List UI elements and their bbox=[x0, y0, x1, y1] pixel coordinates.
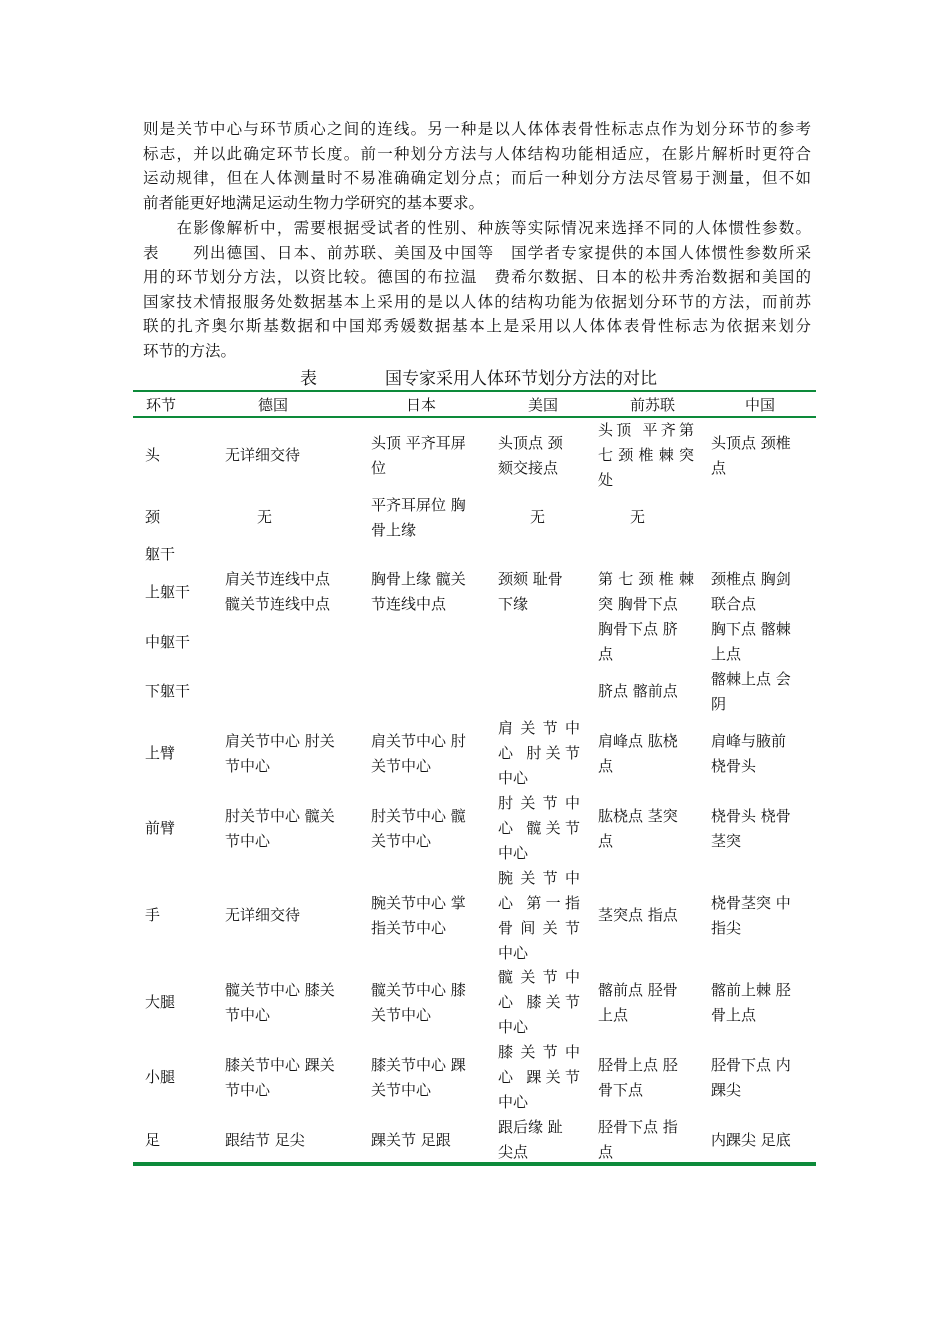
row-label bbox=[145, 816, 175, 841]
table-caption-title: 国专家采用人体环节划分方法的对比 bbox=[385, 369, 657, 389]
text-line: 髋关节连线中点 bbox=[225, 595, 331, 613]
text-line: 节中心 bbox=[225, 1081, 271, 1099]
row-label bbox=[145, 542, 175, 567]
cell-ussr bbox=[630, 505, 645, 530]
text-line: 髋关节中心 膝 bbox=[371, 981, 466, 999]
text-line: 茎突点 指点 bbox=[598, 906, 678, 924]
text-line: 骨下点 bbox=[598, 1081, 644, 1099]
cell-japan bbox=[371, 567, 466, 617]
cell-china bbox=[711, 1128, 791, 1153]
row-label bbox=[145, 1128, 160, 1153]
text-line: 胫骨上点 胫 bbox=[598, 1056, 678, 1074]
text-line: 髂前点 胫骨 bbox=[598, 981, 678, 999]
cell-japan bbox=[371, 431, 466, 481]
text-line: 小腿 bbox=[145, 1068, 176, 1086]
text-line: 节连线中点 bbox=[371, 595, 447, 613]
cell-china bbox=[711, 729, 786, 779]
text-line: 髋关节中 bbox=[498, 968, 580, 986]
header-china: 中国 bbox=[745, 396, 776, 414]
text-line: 膝关节中心 踝 bbox=[371, 1056, 466, 1074]
text-line: 心 踝关节 bbox=[498, 1068, 580, 1086]
text-line: 七颈椎棘突 bbox=[598, 446, 694, 464]
text-line: 前臂 bbox=[145, 819, 176, 837]
cell-china bbox=[711, 567, 791, 617]
text-line: 前者能更好地满足运动生物力学研究的基本要求。 bbox=[143, 193, 485, 212]
cell-usa bbox=[498, 965, 580, 1040]
text-line: 胸骨下点 脐 bbox=[598, 620, 678, 638]
text-line: 表 列出德国、日本、前苏联、美国及中国等 国学者专家提供的本国人体惯性参数所采 bbox=[143, 243, 811, 262]
cell-japan bbox=[371, 1053, 466, 1103]
text-line: 无 bbox=[630, 508, 646, 526]
row-label bbox=[145, 990, 175, 1015]
text-line: 第七颈椎棘 bbox=[598, 570, 694, 588]
text-line: 在影像解析中，需要根据受试者的性别、种族等实际情况来选择不同的人体惯性参数。 bbox=[143, 219, 811, 237]
text-line: 骨间关节 bbox=[498, 919, 580, 937]
cell-germany bbox=[225, 729, 335, 779]
text-line: 中心 bbox=[498, 844, 529, 862]
text-line: 膝关节中 bbox=[498, 1043, 580, 1061]
text-line: 肩关节中心 肘 bbox=[371, 732, 466, 750]
paragraph-2 bbox=[143, 216, 811, 364]
text-line: 心 肘关节 bbox=[498, 744, 580, 762]
text-line: 躯干 bbox=[145, 545, 176, 563]
text-line: 无 bbox=[530, 508, 546, 526]
text-line: 节中心 bbox=[225, 832, 271, 850]
text-line: 膝关节中心 踝关 bbox=[225, 1056, 335, 1074]
text-line: 桡骨茎突 中 bbox=[711, 894, 791, 912]
text-line: 上点 bbox=[711, 645, 742, 663]
table-caption-label: 表 bbox=[300, 369, 317, 389]
text-line: 大腿 bbox=[145, 993, 176, 1011]
text-line: 国家技术情报服务处数据基本上采用的是以人体的结构功能为依据划分环节的方法，而前苏 bbox=[143, 292, 811, 311]
row-label bbox=[145, 580, 190, 605]
text-line: 颏交接点 bbox=[498, 459, 559, 477]
text-line: 肩峰点 肱桡 bbox=[598, 732, 678, 750]
text-line: 胸骨上缘 髋关 bbox=[371, 570, 466, 588]
text-line: 联合点 bbox=[711, 595, 757, 613]
text-line: 颈 bbox=[145, 508, 161, 526]
cell-ussr bbox=[598, 679, 678, 704]
text-line: 心 膝关节 bbox=[498, 993, 580, 1011]
text-line: 心 第一指 bbox=[498, 894, 580, 912]
text-line: 标志，并以此确定环节长度。前一种划分方法与人体结构功能相适应，在影片解析时更符合 bbox=[143, 144, 811, 163]
text-line: 关节中心 bbox=[371, 1006, 432, 1024]
text-line: 桡骨头 bbox=[711, 757, 757, 775]
text-line: 头顶点 颈椎 bbox=[711, 434, 791, 452]
text-line: 点 bbox=[598, 832, 614, 850]
text-line: 足 bbox=[145, 1131, 161, 1149]
text-line: 中心 bbox=[498, 1093, 529, 1111]
text-line: 指关节中心 bbox=[371, 919, 447, 937]
text-line: 心 髋关节 bbox=[498, 819, 580, 837]
text-line: 头顶点 颈 bbox=[498, 434, 563, 452]
text-line: 桡骨头 桡骨 bbox=[711, 807, 791, 825]
text-line: 腕关节中 bbox=[498, 869, 580, 887]
text-line: 胸下点 髂棘 bbox=[711, 620, 791, 638]
text-line: 指尖 bbox=[711, 919, 742, 937]
text-line: 头顶 平齐耳屏 bbox=[371, 434, 466, 452]
text-line: 位 bbox=[371, 459, 387, 477]
text-line: 下躯干 bbox=[145, 682, 191, 700]
text-line: 骨上点 bbox=[711, 1006, 757, 1024]
cell-germany bbox=[225, 978, 335, 1028]
cell-germany bbox=[225, 903, 300, 928]
text-line: 髋关节中心 膝关 bbox=[225, 981, 335, 999]
cell-ussr bbox=[598, 1053, 678, 1103]
cell-japan bbox=[371, 1128, 451, 1153]
text-line: 突 胸骨下点 bbox=[598, 595, 678, 613]
cell-ussr bbox=[598, 978, 678, 1028]
text-line: 胫骨下点 指 bbox=[598, 1118, 678, 1136]
text-line: 肩峰与腋前 bbox=[711, 732, 787, 750]
text-line: 肱桡点 茎突 bbox=[598, 807, 678, 825]
text-line: 中躯干 bbox=[145, 633, 191, 651]
cell-ussr bbox=[598, 418, 694, 493]
text-line: 尖点 bbox=[498, 1143, 529, 1161]
cell-ussr bbox=[598, 903, 678, 928]
cell-usa bbox=[498, 1115, 563, 1165]
text-line: 髂前上棘 胫 bbox=[711, 981, 791, 999]
text-line: 中心 bbox=[498, 944, 529, 962]
cell-japan bbox=[371, 729, 466, 779]
cell-japan bbox=[371, 804, 466, 854]
text-line: 上臂 bbox=[145, 744, 176, 762]
text-line: 踝尖 bbox=[711, 1081, 742, 1099]
text-line: 踝关节 足跟 bbox=[371, 1131, 451, 1149]
text-line: 上躯干 bbox=[145, 583, 191, 601]
row-label bbox=[145, 903, 160, 928]
header-ussr: 前苏联 bbox=[630, 396, 676, 414]
paragraph-1 bbox=[143, 117, 811, 215]
text-line: 点 bbox=[598, 645, 614, 663]
text-line: 肘关节中心 髋 bbox=[371, 807, 466, 825]
cell-japan bbox=[371, 978, 466, 1028]
text-line: 关节中心 bbox=[371, 1081, 432, 1099]
header-japan: 日本 bbox=[406, 396, 437, 414]
table-top-rule bbox=[133, 390, 816, 392]
cell-usa bbox=[498, 866, 580, 966]
row-label bbox=[145, 741, 175, 766]
text-line: 无 bbox=[257, 508, 273, 526]
row-label bbox=[145, 443, 160, 468]
text-line: 内踝尖 足底 bbox=[711, 1131, 791, 1149]
text-line: 联的扎齐奥尔斯基数据和中国郑秀媛数据基本上是采用以人体体表骨性标志为依据来划分 bbox=[143, 317, 811, 336]
text-line: 肩关节连线中点 bbox=[225, 570, 331, 588]
header-usa: 美国 bbox=[528, 396, 559, 414]
text-line: 用的环节划分方法，以资比较。德国的布拉温 费希尔数据、日本的松井秀治数据和美国的 bbox=[143, 268, 811, 287]
cell-china bbox=[711, 804, 791, 854]
text-line: 中心 bbox=[498, 1018, 529, 1036]
text-line: 下缘 bbox=[498, 595, 529, 613]
text-line: 骨上缘 bbox=[371, 521, 417, 539]
text-line: 无详细交待 bbox=[225, 906, 301, 924]
text-line: 中心 bbox=[498, 769, 529, 787]
cell-ussr bbox=[598, 1115, 678, 1165]
text-line: 节中心 bbox=[225, 757, 271, 775]
text-line: 胫骨下点 内 bbox=[711, 1056, 791, 1074]
cell-japan bbox=[371, 493, 466, 543]
cell-usa bbox=[498, 1040, 580, 1115]
table-caption bbox=[140, 362, 816, 388]
cell-germany bbox=[225, 443, 300, 468]
text-line: 则是关节中心与环节质心之间的连线。另一种是以人体体表骨性标志点作为划分环节的参考 bbox=[143, 120, 811, 138]
text-line: 腕关节中心 掌 bbox=[371, 894, 466, 912]
cell-germany bbox=[257, 505, 272, 530]
cell-china bbox=[711, 667, 791, 717]
table-bottom-rule bbox=[133, 1162, 816, 1166]
cell-ussr bbox=[598, 729, 678, 779]
cell-china bbox=[711, 617, 791, 667]
text-line: 脐点 髂前点 bbox=[598, 682, 678, 700]
text-line: 点 bbox=[598, 757, 614, 775]
cell-china bbox=[711, 978, 791, 1028]
cell-usa bbox=[498, 716, 580, 791]
text-line: 头 bbox=[145, 446, 161, 464]
cell-germany bbox=[225, 804, 335, 854]
text-line: 关节中心 bbox=[371, 757, 432, 775]
cell-china bbox=[711, 1053, 791, 1103]
cell-china bbox=[711, 891, 791, 941]
cell-germany bbox=[225, 1128, 305, 1153]
cell-germany bbox=[225, 1053, 335, 1103]
header-germany: 德国 bbox=[258, 396, 289, 414]
text-line: 关节中心 bbox=[371, 832, 432, 850]
text-line: 茎突 bbox=[711, 832, 742, 850]
cell-usa bbox=[530, 505, 545, 530]
row-label bbox=[145, 1065, 175, 1090]
cell-usa bbox=[498, 791, 580, 866]
text-line: 肘关节中心 髋关 bbox=[225, 807, 335, 825]
cell-usa bbox=[498, 567, 563, 617]
text-line: 无详细交待 bbox=[225, 446, 301, 464]
text-line: 头顶 平齐第 bbox=[598, 421, 694, 439]
cell-ussr bbox=[598, 567, 694, 617]
text-line: 阴 bbox=[711, 695, 727, 713]
text-line: 上点 bbox=[598, 1006, 629, 1024]
text-line: 肘关节中 bbox=[498, 794, 580, 812]
row-label bbox=[145, 505, 160, 530]
text-line: 环节的方法。 bbox=[143, 341, 237, 360]
text-line: 平齐耳屏位 胸 bbox=[371, 496, 466, 514]
text-line: 肩关节中心 肘关 bbox=[225, 732, 335, 750]
text-line: 颈颏 耻骨 bbox=[498, 570, 563, 588]
cell-china bbox=[711, 431, 791, 481]
text-line: 点 bbox=[598, 1143, 614, 1161]
text-line: 处 bbox=[598, 471, 614, 489]
text-line: 髂棘上点 会 bbox=[711, 670, 791, 688]
cell-ussr bbox=[598, 617, 678, 667]
text-line: 手 bbox=[145, 906, 161, 924]
header-segment: 环节 bbox=[146, 396, 177, 414]
cell-usa bbox=[498, 431, 563, 481]
text-line: 跟结节 足尖 bbox=[225, 1131, 305, 1149]
cell-germany bbox=[225, 567, 330, 617]
row-label bbox=[145, 679, 190, 704]
text-line: 颈椎点 胸剑 bbox=[711, 570, 791, 588]
text-line: 运动规律，但在人体测量时不易准确确定划分点；而后一种划分方法尽管易于测量，但不如 bbox=[143, 169, 811, 188]
cell-ussr bbox=[598, 804, 678, 854]
text-line: 点 bbox=[711, 459, 727, 477]
text-line: 节中心 bbox=[225, 1006, 271, 1024]
table-header-rule bbox=[133, 416, 816, 418]
cell-japan bbox=[371, 891, 466, 941]
text-line: 肩关节中 bbox=[498, 719, 580, 737]
text-line: 跟后缘 趾 bbox=[498, 1118, 563, 1136]
row-label bbox=[145, 630, 190, 655]
